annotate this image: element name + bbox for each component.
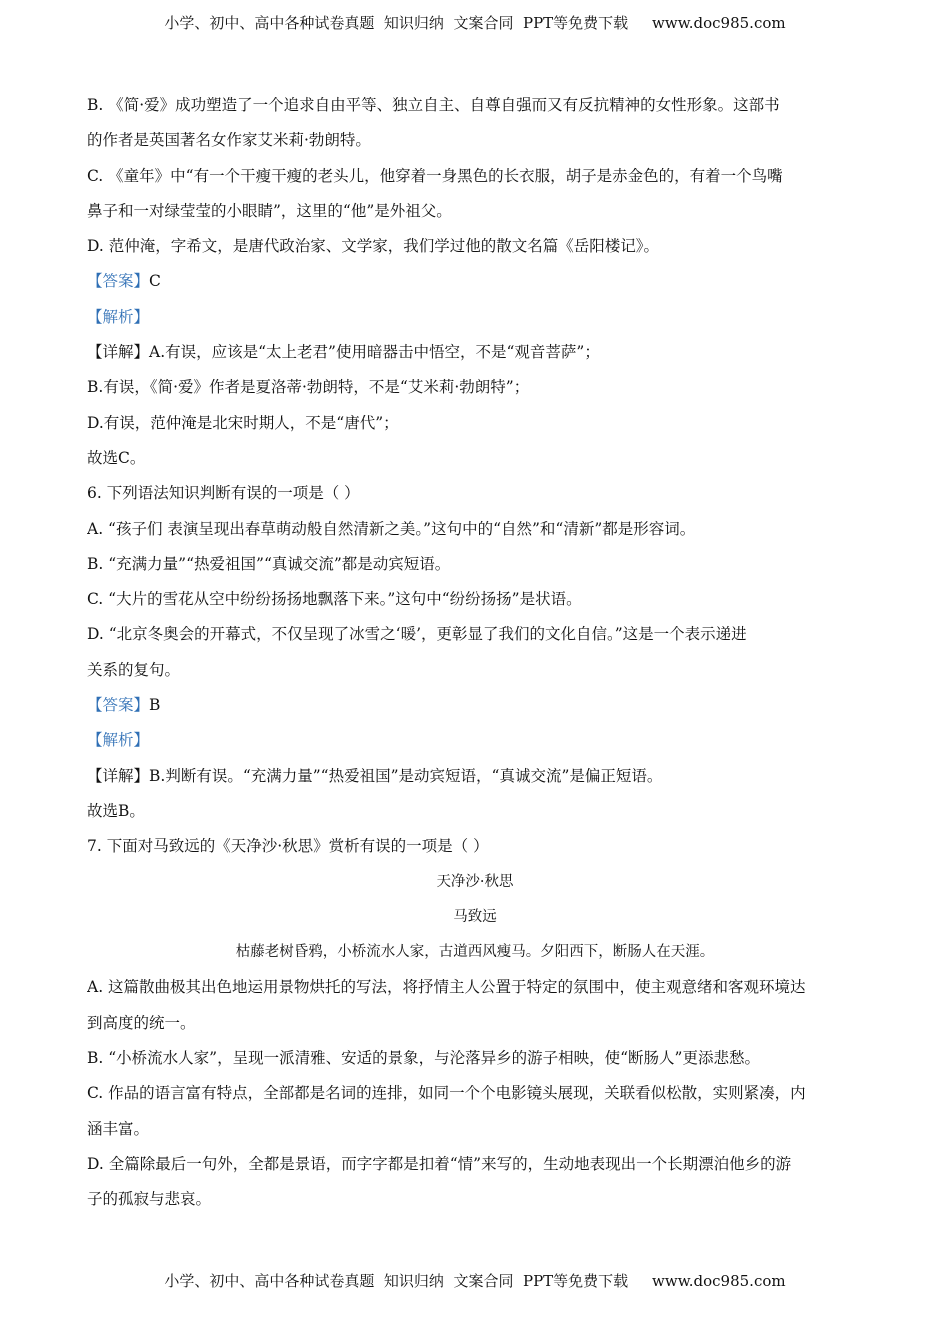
- q7-option-c-line1: C. 作品的语言富有特点，全部都是名词的连排，如同一个个电影镜头展现，关联看似松散，实则紧凑，内: [87, 1084, 806, 1103]
- document-body: [87, 88, 863, 1218]
- analysis-tag: 【解析】: [87, 731, 150, 750]
- q5-conclusion: 故选C。: [87, 448, 146, 467]
- q5-detail-line3: D.有误，范仲淹是北宋时期人，不是“唐代”；: [87, 413, 399, 432]
- q7-option-b: B. “小桥流水人家”，呈现一派清雅、安适的景象，与沦落异乡的游子相映，使“断肠人”更添悲愁。: [87, 1049, 760, 1068]
- q5-detail-line1: [87, 335, 863, 370]
- q6-stem: 6. 下列语法知识判断有误的一项是（ ）: [87, 484, 360, 503]
- q6-analysis: [87, 723, 863, 758]
- detail-tag: 【详解】: [87, 343, 150, 362]
- q6-detail: [87, 759, 863, 794]
- page-footer: 小学、初中、高中各种试卷真题 知识归纳 文案合同 PPT等免费下载 www.doc985.com: [164, 1272, 786, 1290]
- q6-option-b: B. “充满力量”“热爱祖国”“真诚交流”都是动宾短语。: [87, 554, 451, 573]
- q5-detail-line2: B.有误，《简·爱》作者是夏洛蒂·勃朗特，不是“艾米莉·勃朗特”；: [87, 378, 530, 397]
- q5-answer: [87, 264, 863, 299]
- q7-option-d-line1: D. 全篇除最后一句外，全都是景语，而字字都是扣着“情”来写的，生动地表现出一个长期漂泊他乡的游: [87, 1154, 792, 1173]
- q5-option-b-line2: 的作者是英国著名女作家艾米莉·勃朗特。: [87, 131, 371, 150]
- answer-value: B: [149, 696, 161, 715]
- q5-option-c-line1: C. 《童年》中“有一个干瘦干瘦的老头儿，他穿着一身黑色的长衣服，胡子是赤金色的，有着一个鸟嘴: [87, 166, 783, 185]
- detail-text: A.有误，应该是“太上老君”使用暗器击中悟空，不是“观音菩萨”；: [149, 343, 600, 362]
- answer-value: C: [149, 272, 161, 291]
- q6-option-a: A. “孩子们 表演呈现出春草萌动般自然清新之美。”这句中的“自然”和“清新”都是形容词。: [87, 519, 696, 538]
- q7-stem: 7. 下面对马致远的《天净沙·秋思》赏析有误的一项是（ ）: [87, 837, 489, 856]
- q7-option-a-line1: A. 这篇散曲极其出色地运用景物烘托的写法，将抒情主人公置于特定的氛围中，使主观意绪和客观环境达: [87, 978, 806, 997]
- q7-option-d-line2: 子的孤寂与悲哀。: [87, 1190, 212, 1209]
- answer-tag: 【答案】: [87, 272, 150, 291]
- poem-title: 天净沙·秋思: [436, 873, 514, 890]
- q5-option-b-line1: B. 《简·爱》成功塑造了一个追求自由平等、独立自主、自尊自强而又有反抗精神的女性形象。这部书: [87, 96, 780, 114]
- q6-option-d-line2: 关系的复句。: [87, 660, 181, 679]
- q6-option-c: C. “大片的雪花从空中纷纷扬扬地飘落下来。”这句中“纷纷扬扬”是状语。: [87, 590, 582, 609]
- q6-answer: [87, 688, 863, 723]
- q5-option-c-line2: 鼻子和一对绿莹莹的小眼睛”，这里的“他”是外祖父。: [87, 201, 452, 220]
- q5-option-d: D. 范仲淹，字希文，是唐代政治家、文学家，我们学过他的散文名篇《岳阳楼记》。: [87, 237, 659, 256]
- detail-tag: 【详解】: [87, 766, 150, 785]
- q6-option-d-line1: D. “北京冬奥会的开幕式，不仅呈现了冰雪之‘暖’，更彰显了我们的文化自信。”这是一个表示递进: [87, 625, 747, 644]
- answer-tag: 【答案】: [87, 696, 150, 715]
- analysis-tag: 【解析】: [87, 307, 150, 326]
- q5-analysis: [87, 300, 863, 335]
- detail-text: B.判断有误。“充满力量”“热爱祖国”是动宾短语，“真诚交流”是偏正短语。: [149, 766, 663, 785]
- poem-body: 枯藤老树昏鸦，小桥流水人家，古道西风瘦马。夕阳西下，断肠人在天涯。: [235, 944, 715, 961]
- q7-option-a-line2: 到高度的统一。: [87, 1013, 196, 1032]
- page-header: 小学、初中、高中各种试卷真题 知识归纳 文案合同 PPT等免费下载 www.doc985.com: [164, 14, 786, 32]
- poem-author: 马致远: [453, 908, 497, 925]
- q6-conclusion: 故选B。: [87, 801, 145, 820]
- q7-option-c-line2: 涵丰富。: [87, 1119, 150, 1138]
